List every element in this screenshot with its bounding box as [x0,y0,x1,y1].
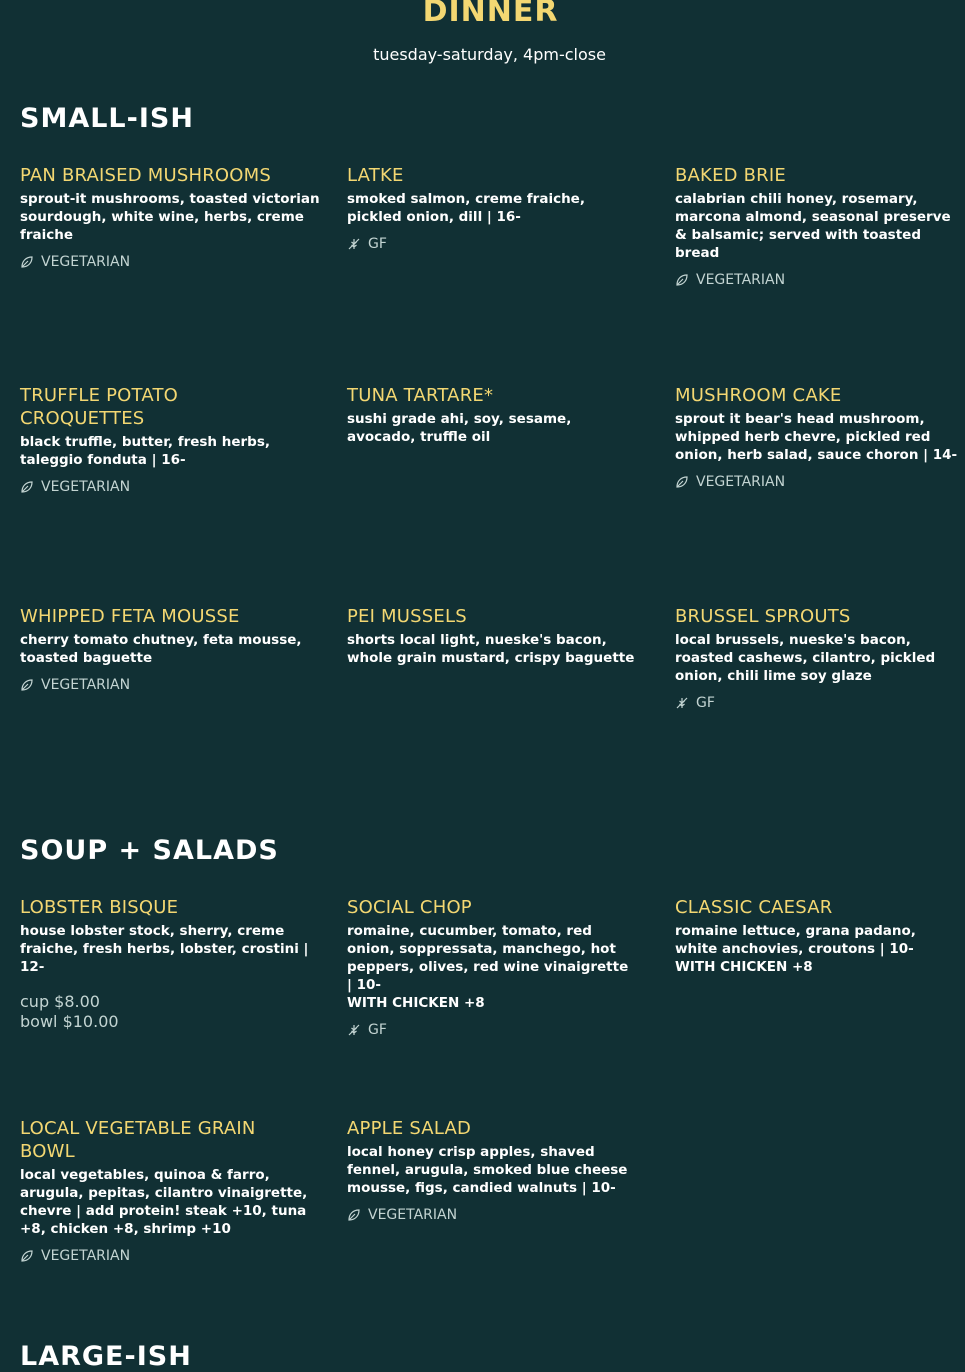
tag-label: VEGETARIAN [41,254,131,270]
dietary-tag-gf [347,235,637,253]
item-addon: WITH CHICKEN +8 [675,959,813,975]
item-description: sushi grade ahi, soy, sesame, avocado, truffle oil [347,411,572,445]
item-description: local brussels, nueske's bacon, roasted cashews, cilantro, pickled onion, chili lime soy glaze [675,632,936,684]
item-name: BAKED BRIE [675,165,786,186]
menu-item-pan-braised-mushrooms [20,164,320,271]
item-description: romaine lettuce, grana padano, white anchovies, croutons | 10- [675,923,916,957]
tag-label: VEGETARIAN [696,474,786,490]
price-list [20,992,320,1032]
price-cup: cup $8.00 [20,992,100,1011]
no-wheat-icon [347,1023,361,1037]
item-description: black truffle, butter, fresh herbs, taleggio fonduta | 16- [20,434,270,468]
tag-label: GF [368,1022,387,1038]
menu-item-latke [347,164,637,253]
menu-item-local-vegetable-grain-bowl [20,1117,312,1265]
no-wheat-icon [675,696,689,710]
item-addon: WITH CHICKEN +8 [347,995,485,1011]
item-description: shorts local light, nueske's bacon, whole grain mustard, crispy baguette [347,632,635,666]
item-name: APPLE SALAD [347,1118,472,1139]
leaf-icon [675,273,689,287]
dietary-tag-vegetarian [675,271,960,289]
item-name: PEI MUSSELS [347,606,467,627]
leaf-icon [20,255,34,269]
item-description: sprout it bear's head mushroom, whipped herb chevre, pickled red onion, herb salad, sauce choron | 14- [675,411,958,463]
tag-label: GF [696,695,715,711]
tag-label: VEGETARIAN [696,272,786,288]
menu-item-pei-mussels [347,605,637,667]
menu-item-apple-salad [347,1117,632,1224]
item-name: TUNA TARTARE* [347,385,494,406]
tag-label: GF [368,236,387,252]
item-name: WHIPPED FETA MOUSSE [20,606,240,627]
price-bowl: bowl $10.00 [20,1012,119,1031]
item-name: TRUFFLE POTATO CROQUETTES [20,385,179,429]
item-description: romaine, cucumber, tomato, red onion, soppressata, manchego, hot peppers, olives, red wine vinaigrette | 10- [347,923,629,993]
menu-item-tuna-tartare [347,384,637,446]
dietary-tag-gf [675,694,960,712]
item-name: MUSHROOM CAKE [675,385,842,406]
tag-label: VEGETARIAN [41,1248,131,1264]
leaf-icon [675,475,689,489]
menu-item-classic-caesar [675,896,955,976]
menu-item-brussel-sprouts [675,605,960,712]
item-description: local honey crisp apples, shaved fennel, arugula, smoked blue cheese mousse, figs, candied walnuts | 10- [347,1144,628,1196]
section-title-large-ish: LARGE-ISH [20,1341,192,1372]
item-name: LOCAL VEGETABLE GRAIN BOWL [20,1118,256,1162]
leaf-icon [347,1208,361,1222]
dietary-tag-vegetarian [20,478,320,496]
item-description: local vegetables, quinoa & farro, arugula, pepitas, cilantro vinaigrette, chevre | add protein! steak +10, tuna +8, chicken +8, shrimp +10 [20,1167,308,1237]
item-name: SOCIAL CHOP [347,897,472,918]
dietary-tag-gf [347,1021,637,1039]
item-description: cherry tomato chutney, feta mousse, toasted baguette [20,632,302,666]
item-name: PAN BRAISED MUSHROOMS [20,165,271,186]
section-title-soup-salads: SOUP + SALADS [20,835,279,866]
menu-item-mushroom-cake [675,384,963,491]
leaf-icon [20,678,34,692]
tag-label: VEGETARIAN [41,479,131,495]
item-name: BRUSSEL SPROUTS [675,606,851,627]
dietary-tag-vegetarian [20,676,310,694]
section-title-small-ish: SMALL-ISH [20,103,194,134]
menu-hours: tuesday-saturday, 4pm-close [373,45,606,64]
item-name: CLASSIC CAESAR [675,897,833,918]
menu-item-baked-brie [675,164,960,289]
item-description: calabrian chili honey, rosemary, marcona almond, seasonal preserve & balsamic; served with toasted bread [675,191,951,261]
menu-item-social-chop [347,896,637,1039]
item-name: LOBSTER BISQUE [20,897,179,918]
item-description: sprout-it mushrooms, toasted victorian sourdough, white wine, herbs, creme fraiche [20,191,320,243]
no-wheat-icon [347,237,361,251]
tag-label: VEGETARIAN [368,1207,458,1223]
menu-title: DINNER [422,0,559,29]
menu-item-whipped-feta-mousse [20,605,310,694]
item-name: LATKE [347,165,404,186]
dietary-tag-vegetarian [20,253,320,271]
dietary-tag-vegetarian [675,473,963,491]
menu-item-lobster-bisque [20,896,320,1032]
leaf-icon [20,480,34,494]
leaf-icon [20,1249,34,1263]
dietary-tag-vegetarian [20,1247,312,1265]
dietary-tag-vegetarian [347,1206,632,1224]
item-description: smoked salmon, creme fraiche, pickled onion, dill | 16- [347,191,585,225]
item-description: house lobster stock, sherry, creme fraiche, fresh herbs, lobster, crostini | 12- [20,923,309,975]
menu-item-truffle-potato-croquettes [20,384,320,496]
tag-label: VEGETARIAN [41,677,131,693]
